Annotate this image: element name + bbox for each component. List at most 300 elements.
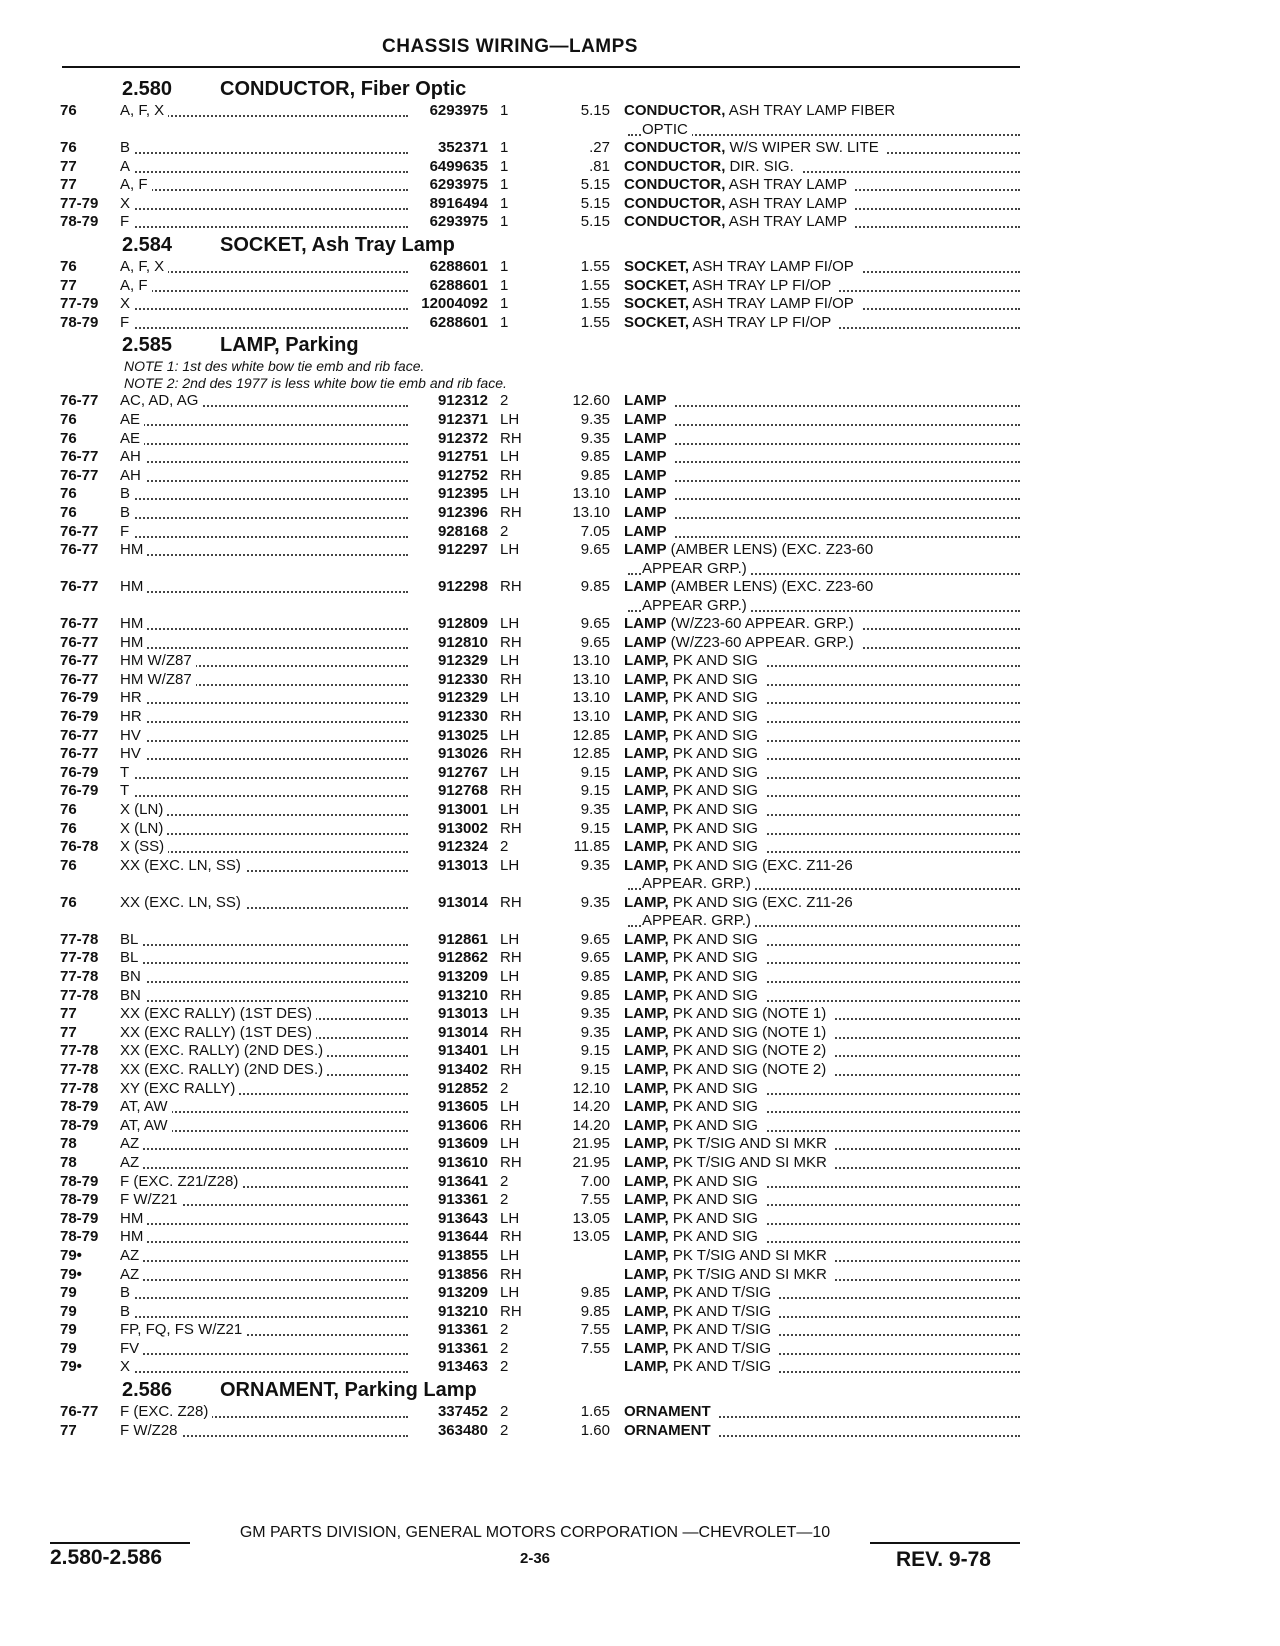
model-codes [120,1005,410,1024]
price: 1.55 [580,257,610,275]
part-number: 6293975 [429,176,488,194]
description-main: LAMP, [624,1005,669,1023]
description-main: CONDUCTOR, [624,176,726,194]
parts-catalog-list [60,76,1020,1440]
part-number: 912297 [437,541,488,559]
model-codes-text: B [120,139,134,156]
model-year: 76-77 [60,392,99,410]
model-codes-text: XX (EXC RALLY) (1ST DES) [120,1024,316,1041]
description-rest: PK T/SIG AND SI MKR [669,1247,831,1264]
description-text [624,689,766,706]
price: 9.85 [580,986,610,1004]
part-description [624,485,1020,504]
description-text [624,1173,766,1190]
price: 9.85 [580,578,610,596]
model-codes-text: HR [120,708,146,725]
description-text [624,727,766,744]
quantity: RH [500,1060,522,1078]
price: 9.35 [580,893,610,911]
description-main: LAMP, [624,801,669,819]
model-year: 76-77 [60,466,99,484]
description-text [624,1191,766,1208]
description-text [624,195,855,212]
description-rest: PK AND SIG [669,671,762,688]
description-rest: (W/Z23-60 APPEAR. GRP.) [667,634,858,651]
model-year: 77-78 [60,986,99,1004]
quantity: RH [500,708,522,726]
quantity: 2 [500,522,509,540]
description-line [624,430,1020,449]
part-number: 912312 [437,392,488,410]
model-codes [120,258,410,277]
description-main: LAMP, [624,930,669,948]
model-year: 76 [60,410,77,428]
description-rest: PK AND SIG [669,1098,762,1115]
description-line [624,195,1020,214]
model-codes-text: F (EXC. Z28) [120,1403,212,1420]
description-rest: ASH TRAY LAMP FI/OP [689,295,858,312]
part-description [624,392,1020,411]
model-codes [120,314,410,333]
part-number: 913402 [437,1060,488,1078]
model-year: 77 [60,276,77,294]
parts-row [60,745,1020,764]
price: 14.20 [572,1098,610,1116]
part-description [624,1117,1020,1136]
description-line [624,1403,1020,1422]
parts-row [60,1154,1020,1173]
description-line [624,931,1020,950]
price: 5.15 [580,102,610,119]
model-year: 76-77 [60,670,99,688]
price: 9.65 [580,615,610,633]
description-line [624,541,1020,560]
quantity: 1 [500,139,509,156]
part-description [624,523,1020,542]
model-codes-text: A, F [120,176,152,193]
model-codes-text: AZ [120,1247,143,1264]
description-line [624,838,1020,857]
description-main: LAMP, [624,1079,669,1097]
description-rest: (AMBER LENS) (EXC. Z23-60 [667,541,878,558]
parts-row [60,504,1020,523]
model-codes [120,1173,410,1192]
description-main: SOCKET, [624,276,690,294]
model-codes [120,931,410,950]
parts-row [60,1403,1020,1422]
quantity: 1 [500,313,509,331]
model-codes-text: A, F, X [120,102,168,119]
model-year: 78-79 [60,1209,99,1227]
description-line [624,615,1020,634]
description-text [624,745,766,762]
quantity: LH [500,1209,520,1227]
quantity: 1 [500,194,509,212]
description-text [624,1154,835,1171]
description-main: LAMP, [624,893,669,911]
quantity: 2 [500,1321,509,1339]
parts-row [60,102,1020,139]
description-line [624,968,1020,987]
price: 21.95 [572,1135,610,1153]
parts-row [60,949,1020,968]
model-codes-text: F [120,314,133,331]
description-rest: PK AND SIG [669,652,762,669]
description-main: LAMP, [624,1302,669,1320]
part-number: 912395 [437,485,488,503]
section-heading [60,76,1020,102]
description-line [624,139,1020,158]
part-description [624,258,1020,277]
price: 13.10 [572,708,610,726]
description-line [624,1228,1020,1247]
description-text [624,102,903,119]
quantity: 2 [500,392,509,410]
model-codes [120,820,410,839]
description-main: LAMP, [624,652,669,670]
price: 12.10 [572,1079,610,1097]
part-number: 912861 [437,930,488,948]
parts-row [60,634,1020,653]
description-main: LAMP, [624,1023,669,1041]
description-main: LAMP [624,503,667,521]
description-rest [667,467,671,484]
parts-row [60,987,1020,1006]
price: 7.05 [580,522,610,540]
part-number: 12004092 [421,295,488,313]
description-rest: PK AND T/SIG [669,1340,775,1357]
description-text [624,1210,766,1227]
model-codes [120,485,410,504]
parts-row [60,857,1020,894]
price: 13.10 [572,689,610,707]
description-continuation [624,875,1020,893]
description-line [624,987,1020,1006]
model-year: 78-79 [60,313,99,331]
model-codes-text: HV [120,727,145,744]
description-text [624,1080,766,1097]
part-number: 912372 [437,429,488,447]
quantity: LH [500,856,520,874]
footer-page-number: 2-36 [519,1550,551,1567]
quantity: LH [500,1246,520,1264]
description-main: LAMP, [624,745,669,763]
model-year: 77-78 [60,930,99,948]
parts-row [60,1173,1020,1192]
description-main: LAMP [624,392,667,410]
quantity: LH [500,1005,520,1023]
description-text [624,258,862,275]
description-rest: PK AND T/SIG [669,1303,775,1320]
model-codes [120,745,410,764]
description-text [624,1024,834,1041]
model-codes [120,1080,410,1099]
parts-row [60,615,1020,634]
model-year: 77 [60,1421,77,1439]
part-description [624,727,1020,746]
quantity: RH [500,1153,522,1171]
quantity: 1 [500,276,509,294]
part-description [624,1210,1020,1229]
price: 12.85 [572,745,610,763]
description-text [624,968,766,985]
part-description [624,1247,1020,1266]
part-description [624,801,1020,820]
part-description [624,931,1020,950]
price: 9.35 [580,856,610,874]
parts-row [60,1080,1020,1099]
part-description [624,504,1020,523]
part-description [624,1321,1020,1340]
description-main: LAMP, [624,1153,669,1171]
model-codes-text: X (LN) [120,820,167,837]
description-line [624,1173,1020,1192]
section-heading [60,232,1020,258]
model-codes-text: FV [120,1340,143,1357]
quantity: RH [500,1228,522,1246]
page-title: CHASSIS WIRING—LAMPS [382,36,638,57]
model-codes-text: AH [120,467,145,484]
description-rest: PK AND SIG (NOTE 1) [669,1005,831,1022]
price: 9.35 [580,429,610,447]
description-line [624,1358,1020,1377]
part-description [624,1266,1020,1285]
price: 21.95 [572,1153,610,1171]
parts-row [60,1358,1020,1377]
part-description [624,1005,1020,1024]
part-number: 6288601 [429,257,488,275]
quantity: LH [500,801,520,819]
part-number: 912298 [437,578,488,596]
description-line [624,1061,1020,1080]
model-year: 76 [60,102,77,119]
model-codes-text: AH [120,448,145,465]
model-codes-text: XX (EXC. LN, SS) [120,857,245,874]
description-text [624,652,766,669]
quantity: RH [500,819,522,837]
part-description [624,430,1020,449]
part-number: 363480 [437,1421,488,1439]
parts-row [60,448,1020,467]
quantity: RH [500,1116,522,1134]
model-year: 76 [60,485,77,503]
model-year: 76 [60,801,77,819]
description-line [624,708,1020,727]
quantity: LH [500,541,520,559]
part-number: 912396 [437,503,488,521]
part-number: 913014 [437,1023,488,1041]
part-number: 913610 [437,1153,488,1171]
description-main: LAMP [624,541,667,559]
description-line [624,745,1020,764]
description-line [624,1154,1020,1173]
parts-row [60,467,1020,486]
model-year: 78-79 [60,1228,99,1246]
description-rest [711,1422,715,1439]
model-codes-text: F [120,523,133,540]
model-year: 77-79 [60,295,99,313]
description-text [624,949,766,966]
model-codes-text: F W/Z28 [120,1422,182,1439]
parts-row [60,176,1020,195]
model-codes-text: HM [120,541,147,558]
model-codes-text: B [120,485,134,502]
quantity: LH [500,410,520,428]
price: 7.55 [580,1191,610,1209]
description-text [624,820,766,837]
description-text [624,176,855,193]
model-codes-text: X [120,295,134,312]
model-codes [120,634,410,653]
description-main: LAMP [624,466,667,484]
description-main: CONDUCTOR, [624,213,726,231]
part-description [624,277,1020,296]
model-codes [120,1403,410,1422]
description-line [624,1042,1020,1061]
model-year: 78 [60,1135,77,1153]
model-codes [120,1210,410,1229]
description-text [624,931,766,948]
model-codes [120,1340,410,1359]
model-year: 76 [60,429,77,447]
model-codes [120,1154,410,1173]
quantity: RH [500,1023,522,1041]
model-year: 78-79 [60,1191,99,1209]
part-number: 913014 [437,893,488,911]
model-year: 77 [60,157,77,175]
model-codes-text: T [120,782,133,799]
quantity: RH [500,1265,522,1283]
price [540,1247,610,1266]
description-line [624,158,1020,177]
description-text [624,1117,766,1134]
model-year: 76 [60,257,77,275]
price: 13.10 [572,670,610,688]
part-number: 913025 [437,726,488,744]
model-codes-text: HV [120,745,145,762]
description-line [624,258,1020,277]
quantity: 2 [500,1358,509,1376]
part-description [624,820,1020,839]
model-year: 76-77 [60,615,99,633]
quantity: 1 [500,295,509,313]
description-main: LAMP, [624,968,669,985]
parts-row [60,689,1020,708]
description-rest: PK AND SIG [669,1191,762,1208]
part-description [624,1061,1020,1080]
parts-row [60,213,1020,232]
model-year: 78-79 [60,1172,99,1190]
part-description [624,689,1020,708]
model-codes [120,158,410,177]
model-year: 76-79 [60,689,99,707]
description-main: CONDUCTOR, [624,194,726,212]
quantity: RH [500,893,522,911]
model-year: 76-77 [60,578,99,596]
model-year: 76-77 [60,745,99,763]
description-rest [711,1403,715,1420]
part-description [624,213,1020,232]
part-number: 928168 [437,522,488,540]
part-description [624,1098,1020,1117]
model-codes [120,615,410,634]
model-codes [120,1135,410,1154]
description-continuation [624,121,1020,139]
model-codes-text: BL [120,949,142,966]
quantity: LH [500,968,520,985]
model-codes-text: AZ [120,1266,143,1283]
model-codes-text: B [120,504,134,521]
part-number: 913641 [437,1172,488,1190]
model-year: 79 [60,1302,77,1320]
part-number: 6499635 [429,157,488,175]
part-number: 913401 [437,1042,488,1060]
model-year: 76-79 [60,782,99,800]
quantity: 2 [500,1339,509,1357]
description-text [624,708,766,725]
description-line [624,764,1020,783]
description-line [624,820,1020,839]
model-codes-text: HR [120,689,146,706]
price: 14.20 [572,1116,610,1134]
quantity: LH [500,763,520,781]
description-rest: W/S WIPER SW. LITE [725,139,882,156]
model-year: 76-79 [60,708,99,726]
description-main: LAMP, [624,1228,669,1246]
description-line [624,314,1020,333]
price: 1.55 [580,276,610,294]
parts-row [60,1117,1020,1136]
model-codes [120,448,410,467]
model-year: 76 [60,819,77,837]
model-codes [120,430,410,449]
part-number: 912810 [437,633,488,651]
model-codes-text: XX (EXC. RALLY) (2ND DES.) [120,1042,327,1059]
model-codes-text: FP, FQ, FS W/Z21 [120,1321,246,1338]
part-description [624,1228,1020,1247]
model-codes-text: X [120,195,134,212]
part-number: 912752 [437,466,488,484]
parts-row [60,1247,1020,1266]
description-continuation-text: APPEAR. GRP.) [642,875,755,892]
part-number: 913855 [437,1246,488,1264]
model-year: 77-78 [60,1079,99,1097]
description-continuation-text: APPEAR. GRP.) [642,912,755,929]
part-description [624,1042,1020,1061]
model-codes-text: AZ [120,1135,143,1152]
price: 13.10 [572,485,610,503]
description-text [624,1228,766,1245]
quantity: LH [500,726,520,744]
part-description [624,634,1020,653]
model-codes-text: X [120,1358,134,1375]
part-number: 912809 [437,615,488,633]
description-line [624,523,1020,542]
parts-row [60,523,1020,542]
description-rest: PK AND SIG [669,782,762,799]
model-codes [120,1422,410,1441]
description-line [624,213,1020,232]
description-line [624,949,1020,968]
quantity: RH [500,429,522,447]
section-heading [60,332,1020,358]
part-number: 913210 [437,986,488,1004]
price: 9.15 [580,782,610,800]
part-description [624,745,1020,764]
part-description [624,782,1020,801]
description-text [624,1303,779,1320]
description-rest: ASH TRAY LAMP [725,213,851,230]
